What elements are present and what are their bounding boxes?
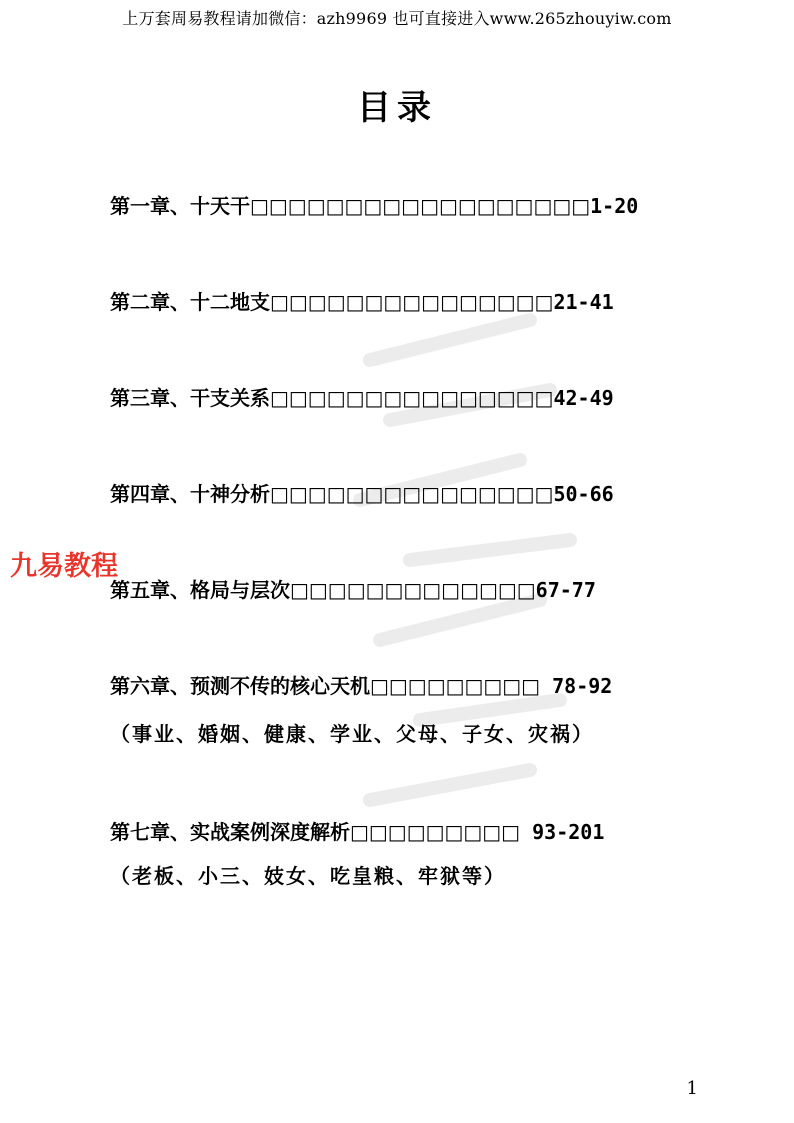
leader-dots: □□□□□□□□□□□□□□□□□□	[250, 194, 591, 218]
header-banner: 上万套周易教程请加微信：azh9969 也可直接进入www.265zhouyiw.com	[122, 9, 672, 28]
chapter-title: 第五章、格局与层次	[110, 578, 290, 602]
leader-dots: □□□□□□□□□□□□□	[290, 578, 536, 602]
leader-dots: □□□□□□□□□□□□□□□	[270, 386, 554, 410]
page-range: 42-49	[553, 386, 614, 410]
page-number: 1	[686, 1078, 698, 1099]
page-title: 目录	[357, 88, 437, 128]
leader-dots: □□□□□□□□□□□□□□□	[270, 482, 554, 506]
toc-entry-5[interactable]	[110, 574, 596, 603]
toc-entry-6[interactable]	[110, 670, 612, 699]
toc-entry-7-subtitle: （老板、小三、妓女、吃皇粮、牢狱等）	[110, 864, 506, 888]
brand-watermark: 九易教程	[10, 551, 118, 582]
toc-entry-3[interactable]	[110, 382, 614, 411]
chapter-title: 第六章、预测不传的核心天机	[110, 674, 370, 698]
toc-entry-1[interactable]	[110, 190, 638, 219]
page-range: 50-66	[553, 482, 614, 506]
toc-entry-7[interactable]	[110, 816, 604, 845]
toc-entry-6-subtitle: （事业、婚姻、健康、学业、父母、子女、灾祸）	[110, 722, 594, 746]
chapter-title: 第七章、实战案例深度解析	[110, 820, 350, 844]
leader-dots: □□□□□□□□□	[370, 674, 541, 698]
leader-dots: □□□□□□□□□	[350, 820, 521, 844]
leader-dots: □□□□□□□□□□□□□□□	[270, 290, 554, 314]
page-range: 1-20	[590, 194, 639, 218]
page-range: 78-92	[540, 674, 613, 698]
chapter-title: 第二章、十二地支	[110, 290, 270, 314]
page-range: 21-41	[553, 290, 614, 314]
toc-entry-4[interactable]	[110, 478, 614, 507]
chapter-title: 第一章、十天干	[110, 194, 250, 218]
toc-entry-2[interactable]	[110, 286, 614, 315]
chapter-title: 第三章、干支关系	[110, 386, 270, 410]
page-range: 67-77	[535, 578, 596, 602]
page-range: 93-201	[520, 820, 605, 844]
chapter-title: 第四章、十神分析	[110, 482, 270, 506]
